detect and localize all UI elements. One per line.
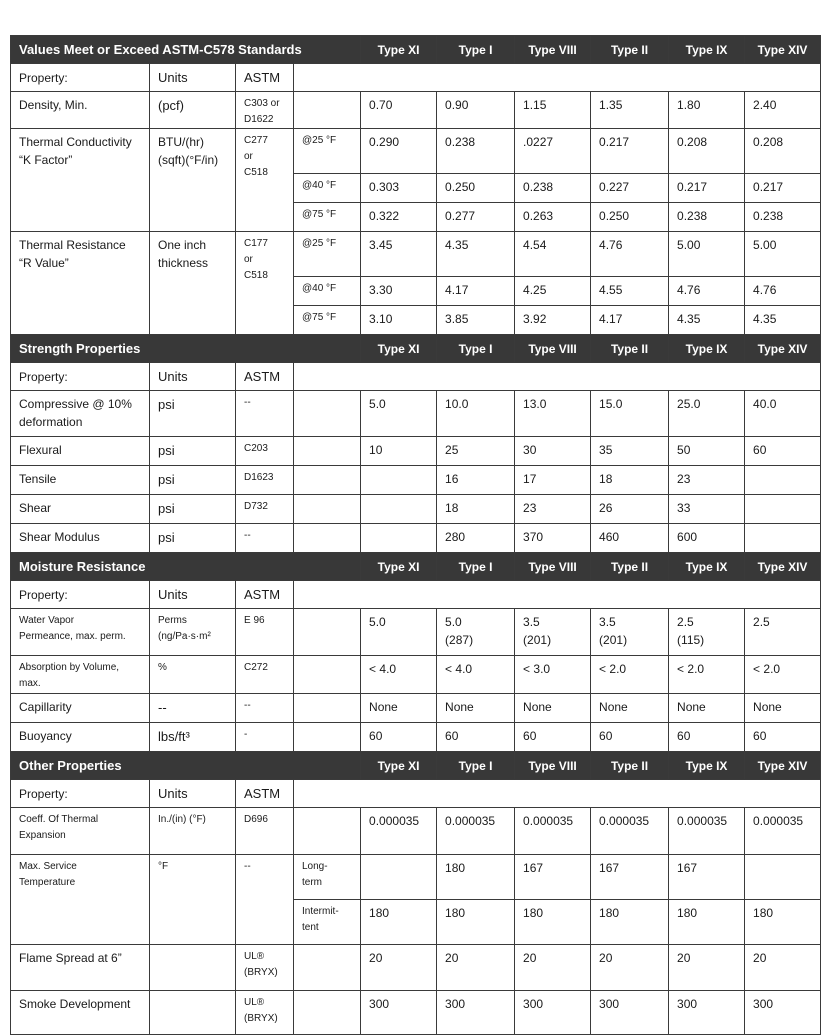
property-header-row (11, 780, 821, 808)
units-label: Units (150, 64, 236, 92)
table-row (11, 437, 821, 466)
value-cell: 23 (669, 466, 745, 495)
value-cell: 180 (669, 900, 745, 945)
value-cell: 180 (437, 855, 515, 900)
blank-header-span (294, 363, 821, 391)
value-cell: 26 (591, 495, 669, 524)
value-cell: 300 (361, 991, 437, 1035)
section-header (11, 36, 821, 64)
value-cell: 3.45 (361, 232, 437, 277)
value-cell: None (591, 694, 669, 723)
value-cell: 0.70 (361, 92, 437, 129)
astm-method: -- (236, 855, 294, 945)
value-cell: 5.0 (361, 609, 437, 656)
value-cell: 60 (745, 723, 821, 752)
value-cell: < 3.0 (515, 656, 591, 694)
value-cell: < 4.0 (361, 656, 437, 694)
astm-label: ASTM (236, 64, 294, 92)
units-label: Units (150, 363, 236, 391)
value-cell: 0.000035 (437, 808, 515, 855)
value-cell: 600 (669, 524, 745, 553)
value-cell (745, 855, 821, 900)
value-cell: 460 (591, 524, 669, 553)
value-cell: 300 (591, 991, 669, 1035)
value-cell: 3.5 (201) (591, 609, 669, 656)
value-cell: 0.217 (591, 129, 669, 174)
value-cell: 20 (515, 945, 591, 991)
table-row (11, 855, 821, 900)
test-condition: @40 °F (294, 277, 361, 306)
test-condition: @40 °F (294, 174, 361, 203)
value-cell (745, 495, 821, 524)
value-cell (745, 466, 821, 495)
property-units: psi (150, 466, 236, 495)
test-condition: @25 °F (294, 129, 361, 174)
value-cell: 300 (669, 991, 745, 1035)
value-cell (361, 466, 437, 495)
property-units: -- (150, 694, 236, 723)
value-cell: 0.000035 (361, 808, 437, 855)
section-title: Other Properties (11, 752, 361, 780)
value-cell: 60 (515, 723, 591, 752)
table-row (11, 232, 821, 277)
section-title: Values Meet or Exceed ASTM-C578 Standards (11, 36, 361, 64)
type-column-header: Type IX (669, 335, 745, 363)
test-condition (294, 945, 361, 991)
property-name: Thermal Conductivity “K Factor” (11, 129, 150, 232)
value-cell: 0.238 (515, 174, 591, 203)
property-units: In./(in) (°F) (150, 808, 236, 855)
value-cell: 20 (745, 945, 821, 991)
value-cell: 3.10 (361, 306, 437, 335)
value-cell: 0.90 (437, 92, 515, 129)
value-cell: 0.250 (437, 174, 515, 203)
property-label: Property: (11, 780, 150, 808)
value-cell: 167 (515, 855, 591, 900)
table-row (11, 723, 821, 752)
value-cell: 0.263 (515, 203, 591, 232)
property-units: Perms (ng/Pa·s·m² (150, 609, 236, 656)
property-name: Shear (11, 495, 150, 524)
property-units: psi (150, 524, 236, 553)
value-cell: 2.40 (745, 92, 821, 129)
value-cell: 10.0 (437, 391, 515, 437)
astm-method: UL® (BRYX) (236, 945, 294, 991)
value-cell: 3.30 (361, 277, 437, 306)
value-cell (361, 855, 437, 900)
astm-method: -- (236, 524, 294, 553)
value-cell: 50 (669, 437, 745, 466)
value-cell: 0.277 (437, 203, 515, 232)
table-row (11, 391, 821, 437)
value-cell: 0.303 (361, 174, 437, 203)
property-units: lbs/ft³ (150, 723, 236, 752)
units-label: Units (150, 581, 236, 609)
value-cell: 5.00 (745, 232, 821, 277)
property-units: °F (150, 855, 236, 945)
table-row (11, 466, 821, 495)
section-header (11, 553, 821, 581)
value-cell: 4.54 (515, 232, 591, 277)
section-header (11, 335, 821, 363)
type-column-header: Type XI (361, 36, 437, 64)
value-cell: 4.17 (437, 277, 515, 306)
value-cell: 18 (437, 495, 515, 524)
value-cell: 20 (669, 945, 745, 991)
property-name: Buoyancy (11, 723, 150, 752)
astm-method: -- (236, 391, 294, 437)
astm-label: ASTM (236, 363, 294, 391)
property-name: Thermal Resistance “R Value” (11, 232, 150, 335)
astm-method: C177 or C518 (236, 232, 294, 335)
value-cell: 2.5 (115) (669, 609, 745, 656)
value-cell: 0.238 (745, 203, 821, 232)
property-units: BTU/(hr) (sqft)(°F/in) (150, 129, 236, 232)
type-column-header: Type XIV (745, 553, 821, 581)
blank-header-span (294, 64, 821, 92)
value-cell: 60 (437, 723, 515, 752)
value-cell: .0227 (515, 129, 591, 174)
property-name: Shear Modulus (11, 524, 150, 553)
value-cell: 0.217 (669, 174, 745, 203)
type-column-header: Type II (591, 36, 669, 64)
value-cell: 3.5 (201) (515, 609, 591, 656)
property-name: Smoke Development (11, 991, 150, 1035)
value-cell: 60 (745, 437, 821, 466)
property-name: Max. Service Temperature (11, 855, 150, 945)
property-name: Water Vapor Permeance, max. perm. (11, 609, 150, 656)
test-condition: @75 °F (294, 203, 361, 232)
value-cell: None (669, 694, 745, 723)
value-cell (745, 524, 821, 553)
type-column-header: Type XIV (745, 752, 821, 780)
value-cell: 0.238 (669, 203, 745, 232)
astm-method: - (236, 723, 294, 752)
property-name: Coeff. Of Thermal Expansion (11, 808, 150, 855)
value-cell: 4.35 (437, 232, 515, 277)
test-condition (294, 391, 361, 437)
type-column-header: Type XIV (745, 36, 821, 64)
value-cell: 33 (669, 495, 745, 524)
table-row (11, 609, 821, 656)
table-row (11, 92, 821, 129)
value-cell: 3.92 (515, 306, 591, 335)
value-cell: 4.55 (591, 277, 669, 306)
property-units (150, 991, 236, 1035)
property-name: Flame Spread at 6” (11, 945, 150, 991)
value-cell: 5.0 (361, 391, 437, 437)
blank-header-span (294, 581, 821, 609)
value-cell: 180 (745, 900, 821, 945)
type-column-header: Type I (437, 335, 515, 363)
value-cell: 16 (437, 466, 515, 495)
value-cell: < 2.0 (591, 656, 669, 694)
value-cell: 4.25 (515, 277, 591, 306)
astm-method: C272 (236, 656, 294, 694)
property-header-row (11, 64, 821, 92)
test-condition (294, 991, 361, 1035)
value-cell: 20 (361, 945, 437, 991)
table-row (11, 495, 821, 524)
type-column-header: Type XI (361, 553, 437, 581)
value-cell: 0.290 (361, 129, 437, 174)
value-cell: < 2.0 (745, 656, 821, 694)
property-label: Property: (11, 64, 150, 92)
astm-method: C303 or D1622 (236, 92, 294, 129)
table-row (11, 129, 821, 174)
type-column-header: Type VIII (515, 553, 591, 581)
property-units: % (150, 656, 236, 694)
value-cell: 4.76 (745, 277, 821, 306)
value-cell: 5.00 (669, 232, 745, 277)
test-condition (294, 609, 361, 656)
value-cell: 0.000035 (669, 808, 745, 855)
value-cell: 4.76 (591, 232, 669, 277)
value-cell: 23 (515, 495, 591, 524)
value-cell: 30 (515, 437, 591, 466)
test-condition (294, 466, 361, 495)
type-column-header: Type I (437, 553, 515, 581)
type-column-header: Type IX (669, 752, 745, 780)
value-cell: 3.85 (437, 306, 515, 335)
type-column-header: Type VIII (515, 36, 591, 64)
property-header-row (11, 581, 821, 609)
property-name: Absorption by Volume, max. (11, 656, 150, 694)
test-condition (294, 694, 361, 723)
blank-header-span (294, 780, 821, 808)
astm-method: D732 (236, 495, 294, 524)
value-cell: 180 (591, 900, 669, 945)
type-column-header: Type I (437, 36, 515, 64)
test-condition (294, 495, 361, 524)
value-cell: 167 (669, 855, 745, 900)
value-cell: 10 (361, 437, 437, 466)
value-cell: 1.15 (515, 92, 591, 129)
section-title: Moisture Resistance (11, 553, 361, 581)
test-condition (294, 437, 361, 466)
astm-method: UL® (BRYX) (236, 991, 294, 1035)
property-units (150, 945, 236, 991)
type-column-header: Type IX (669, 36, 745, 64)
value-cell: 25 (437, 437, 515, 466)
value-cell: 60 (361, 723, 437, 752)
value-cell: 35 (591, 437, 669, 466)
section-header (11, 752, 821, 780)
value-cell: 0.208 (745, 129, 821, 174)
properties-table (10, 35, 821, 1035)
astm-method: D1623 (236, 466, 294, 495)
value-cell: 20 (437, 945, 515, 991)
property-units: (pcf) (150, 92, 236, 129)
type-column-header: Type IX (669, 553, 745, 581)
value-cell: 5.0 (287) (437, 609, 515, 656)
value-cell (361, 524, 437, 553)
value-cell: 0.227 (591, 174, 669, 203)
value-cell: 0.000035 (745, 808, 821, 855)
test-condition (294, 524, 361, 553)
value-cell: 4.35 (669, 306, 745, 335)
value-cell: None (745, 694, 821, 723)
value-cell: 300 (745, 991, 821, 1035)
value-cell: 13.0 (515, 391, 591, 437)
units-label: Units (150, 780, 236, 808)
type-column-header: Type II (591, 553, 669, 581)
property-name: Capillarity (11, 694, 150, 723)
property-units: psi (150, 437, 236, 466)
value-cell: 1.80 (669, 92, 745, 129)
table-row (11, 945, 821, 991)
value-cell: 0.322 (361, 203, 437, 232)
value-cell: 370 (515, 524, 591, 553)
type-column-header: Type II (591, 752, 669, 780)
value-cell: 180 (515, 900, 591, 945)
test-condition: Long- term (294, 855, 361, 900)
property-units: One inch thickness (150, 232, 236, 335)
astm-method: E 96 (236, 609, 294, 656)
value-cell: 167 (591, 855, 669, 900)
value-cell: 17 (515, 466, 591, 495)
astm-method: -- (236, 694, 294, 723)
property-units: psi (150, 391, 236, 437)
property-units: psi (150, 495, 236, 524)
value-cell: 0.217 (745, 174, 821, 203)
value-cell: None (437, 694, 515, 723)
value-cell: 300 (515, 991, 591, 1035)
astm-method: C203 (236, 437, 294, 466)
property-header-row (11, 363, 821, 391)
property-name: Density, Min. (11, 92, 150, 129)
type-column-header: Type II (591, 335, 669, 363)
value-cell: 300 (437, 991, 515, 1035)
value-cell: < 2.0 (669, 656, 745, 694)
type-column-header: Type VIII (515, 335, 591, 363)
value-cell: 0.238 (437, 129, 515, 174)
astm-method: D696 (236, 808, 294, 855)
table-row (11, 694, 821, 723)
value-cell: 2.5 (745, 609, 821, 656)
value-cell: 0.000035 (591, 808, 669, 855)
value-cell: 280 (437, 524, 515, 553)
value-cell: 60 (591, 723, 669, 752)
type-column-header: Type XI (361, 752, 437, 780)
test-condition (294, 723, 361, 752)
table-row (11, 808, 821, 855)
test-condition (294, 92, 361, 129)
type-column-header: Type VIII (515, 752, 591, 780)
value-cell: None (361, 694, 437, 723)
property-name: Compressive @ 10% deformation (11, 391, 150, 437)
table-row (11, 656, 821, 694)
value-cell: < 4.0 (437, 656, 515, 694)
value-cell: 0.208 (669, 129, 745, 174)
type-column-header: Type XIV (745, 335, 821, 363)
value-cell (361, 495, 437, 524)
value-cell: 20 (591, 945, 669, 991)
property-name: Tensile (11, 466, 150, 495)
test-condition (294, 808, 361, 855)
value-cell: 0.000035 (515, 808, 591, 855)
table-row (11, 524, 821, 553)
astm-label: ASTM (236, 780, 294, 808)
property-label: Property: (11, 363, 150, 391)
astm-label: ASTM (236, 581, 294, 609)
property-label: Property: (11, 581, 150, 609)
test-condition: Intermit- tent (294, 900, 361, 945)
value-cell: 1.35 (591, 92, 669, 129)
value-cell: 15.0 (591, 391, 669, 437)
property-name: Flexural (11, 437, 150, 466)
type-column-header: Type XI (361, 335, 437, 363)
value-cell: 4.76 (669, 277, 745, 306)
astm-method: C277 or C518 (236, 129, 294, 232)
test-condition (294, 656, 361, 694)
value-cell: 40.0 (745, 391, 821, 437)
type-column-header: Type I (437, 752, 515, 780)
value-cell: 180 (361, 900, 437, 945)
value-cell: 180 (437, 900, 515, 945)
table-row (11, 991, 821, 1035)
value-cell: 60 (669, 723, 745, 752)
value-cell: 25.0 (669, 391, 745, 437)
test-condition: @75 °F (294, 306, 361, 335)
value-cell: 4.17 (591, 306, 669, 335)
value-cell: 18 (591, 466, 669, 495)
test-condition: @25 °F (294, 232, 361, 277)
section-title: Strength Properties (11, 335, 361, 363)
value-cell: 4.35 (745, 306, 821, 335)
value-cell: None (515, 694, 591, 723)
value-cell: 0.250 (591, 203, 669, 232)
